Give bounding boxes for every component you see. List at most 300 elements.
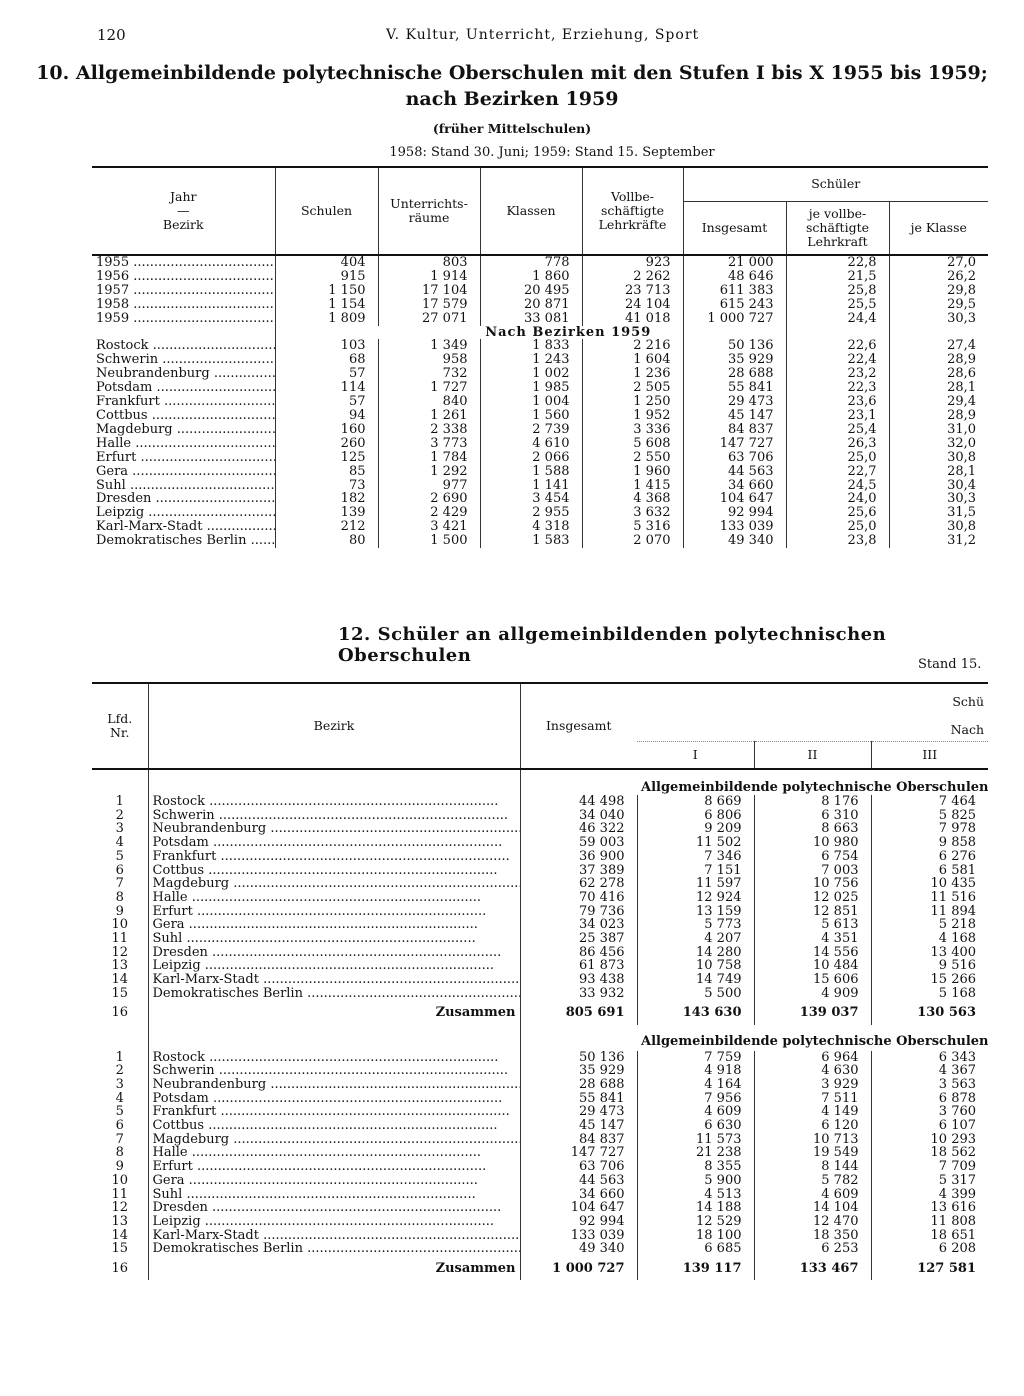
table-cell: 6 107: [871, 1119, 988, 1133]
table-cell: Halle .....: [148, 891, 520, 905]
table-cell: 6 964: [754, 1051, 871, 1065]
table-cell: 4 207: [637, 932, 754, 946]
district-cell: 23,6: [786, 395, 889, 409]
table-cell: 28 688: [520, 1078, 637, 1092]
district-cell: 94: [275, 409, 378, 423]
district-cell: 85: [275, 465, 378, 479]
table-row: [92, 1064, 988, 1078]
table-cell: Rostock .....: [148, 795, 520, 809]
table-cell: 3 760: [871, 1105, 988, 1119]
district-cell: 57: [275, 395, 378, 409]
year-cell: 23 713: [582, 284, 683, 298]
table-cell: 13 159: [637, 905, 754, 919]
year-cell: 25,5: [786, 298, 889, 312]
table-cell: 10: [111, 918, 129, 933]
district-row: [92, 381, 988, 395]
district-cell: 49 340: [683, 534, 786, 548]
district-cell: Erfurt .....: [92, 451, 275, 465]
table-cell: 14: [111, 1228, 129, 1243]
district-cell: 31,5: [889, 506, 988, 520]
district-cell: 1 236: [582, 367, 683, 381]
district-cell: 2 955: [480, 506, 582, 520]
district-cell: Potsdam .....: [92, 381, 275, 395]
table-cell: Gera .....: [148, 1174, 520, 1188]
table-row: [92, 1133, 988, 1147]
header-lehrkraefte: Vollbe-schäftigte Lehrkräfte: [582, 167, 683, 255]
district-cell: Leipzig .....: [92, 506, 275, 520]
year-cell: 24 104: [582, 298, 683, 312]
total-row: [92, 1001, 988, 1025]
table-cell: 34 040: [520, 809, 637, 823]
district-cell: 1 004: [480, 395, 582, 409]
table-cell: Leipzig .....: [148, 959, 520, 973]
table-cell: 6 120: [754, 1119, 871, 1133]
table-row: [92, 1174, 988, 1188]
table-cell: 12 529: [637, 1215, 754, 1229]
table-cell: 11 894: [871, 905, 988, 919]
year-cell: 17 104: [378, 284, 480, 298]
table-cell: 6 878: [871, 1092, 988, 1106]
year-cell: 1958 .....: [92, 298, 275, 312]
header-bezirk: Bezirk: [148, 683, 520, 769]
year-cell: 22,8: [786, 255, 889, 270]
table-row: [92, 905, 988, 919]
table-cell: 7 511: [754, 1092, 871, 1106]
table-cell: Magdeburg .....: [148, 877, 520, 891]
table-cell: 6: [115, 863, 124, 878]
table12: [92, 682, 988, 1280]
section-spacer: [275, 326, 378, 340]
table-cell: 7: [115, 877, 124, 891]
table-row: [92, 987, 988, 1001]
table-cell: 9 858: [871, 836, 988, 850]
table-cell: 14 188: [637, 1201, 754, 1215]
district-row: [92, 423, 988, 437]
district-cell: 1 960: [582, 465, 683, 479]
district-cell: 977: [378, 479, 480, 493]
table-cell: 4 630: [754, 1064, 871, 1078]
year-cell: 21,5: [786, 270, 889, 284]
year-row: [92, 270, 988, 284]
table-cell: 46 322: [520, 822, 637, 836]
table-cell: 6 581: [871, 864, 988, 878]
district-cell: 84 837: [683, 423, 786, 437]
header-lfd: Lfd.: [107, 711, 133, 726]
district-cell: 30,8: [889, 451, 988, 465]
table-cell: 5 218: [871, 918, 988, 932]
district-cell: 1 415: [582, 479, 683, 493]
header-nr: Nr.: [109, 725, 130, 740]
header-bezirk: Bezirk: [162, 217, 204, 232]
table-cell: 13 400: [871, 946, 988, 960]
table-cell: 86 456: [520, 946, 637, 960]
table-cell: 6 343: [871, 1051, 988, 1065]
year-cell: 2 262: [582, 270, 683, 284]
table-cell: 70 416: [520, 891, 637, 905]
header-klassen: Klassen: [480, 167, 582, 255]
table-cell: 13: [111, 1214, 129, 1229]
table-row: [92, 836, 988, 850]
district-cell: 1 784: [378, 451, 480, 465]
table-cell: 4 168: [871, 932, 988, 946]
district-cell: 28,9: [889, 353, 988, 367]
district-cell: 3 454: [480, 492, 582, 506]
district-cell: 2 216: [582, 339, 683, 353]
table-cell: 11: [111, 932, 129, 946]
table-cell: 5: [115, 1105, 124, 1120]
district-cell: 25,0: [786, 520, 889, 534]
table-cell: 5 782: [754, 1174, 871, 1188]
table-row: [92, 946, 988, 960]
table-cell: 34 023: [520, 918, 637, 932]
table-cell: 6 276: [871, 850, 988, 864]
table-row: [92, 795, 988, 809]
table-cell: 9: [115, 1160, 124, 1174]
table-cell: 10: [111, 1173, 129, 1188]
table-cell: Schwerin .....: [148, 809, 520, 823]
table-cell: Erfurt .....: [148, 905, 520, 919]
district-cell: 57: [275, 367, 378, 381]
district-cell: 1 583: [480, 534, 582, 548]
table-row: [92, 918, 988, 932]
district-cell: 2 505: [582, 381, 683, 395]
section-spacer: [786, 326, 889, 340]
year-cell: 48 646: [683, 270, 786, 284]
district-row: [92, 520, 988, 534]
district-cell: 4 610: [480, 437, 582, 451]
table-cell: 7: [115, 1132, 124, 1147]
header-stufe-i: I: [637, 741, 754, 769]
table-cell: 33 932: [520, 987, 637, 1001]
district-cell: 1 952: [582, 409, 683, 423]
table-row: [92, 1146, 988, 1160]
district-cell: 30,3: [889, 492, 988, 506]
table-cell: 12: [111, 1201, 129, 1215]
table-cell: 49 340: [520, 1242, 637, 1256]
district-cell: 4 368: [582, 492, 683, 506]
table-cell: 8 144: [754, 1160, 871, 1174]
district-cell: 3 773: [378, 437, 480, 451]
header-schueler-group: Schüler: [683, 167, 988, 201]
table-row: [92, 1229, 988, 1243]
year-cell: 1959 .....: [92, 312, 275, 326]
total-cell: 16: [111, 1260, 129, 1276]
table-cell: 36 900: [520, 850, 637, 864]
header-schue: Schü: [637, 683, 988, 719]
year-cell: 30,3: [889, 312, 988, 326]
header-jahr: Jahr: [170, 189, 197, 204]
district-cell: Karl-Marx-Stadt .....: [92, 520, 275, 534]
district-cell: 50 136: [683, 339, 786, 353]
year-cell: 1956 .....: [92, 270, 275, 284]
table-cell: 10 980: [754, 836, 871, 850]
year-cell: 21 000: [683, 255, 786, 270]
table-cell: 63 706: [520, 1160, 637, 1174]
year-cell: 25,8: [786, 284, 889, 298]
district-row: [92, 395, 988, 409]
district-cell: 2 690: [378, 492, 480, 506]
table-cell: 10 484: [754, 959, 871, 973]
header-je-lehrkraft: je vollbe-schäftigte Lehrkraft: [786, 201, 889, 255]
year-cell: 17 579: [378, 298, 480, 312]
district-cell: 2 338: [378, 423, 480, 437]
table-cell: 18 562: [871, 1146, 988, 1160]
table-cell: 4 909: [754, 987, 871, 1001]
table-cell: 93 438: [520, 973, 637, 987]
table-cell: 10 293: [871, 1133, 988, 1147]
table-cell: Neubrandenburg .....: [148, 1078, 520, 1092]
table-cell: 61 873: [520, 959, 637, 973]
district-cell: 732: [378, 367, 480, 381]
district-cell: 29 473: [683, 395, 786, 409]
total-cell: Zusammen: [148, 1001, 520, 1025]
year-cell: 1 150: [275, 284, 378, 298]
district-cell: 80: [275, 534, 378, 548]
table-cell: Suhl .....: [148, 1188, 520, 1202]
table-cell: 9 209: [637, 822, 754, 836]
district-cell: 29,4: [889, 395, 988, 409]
table-cell: 8 669: [637, 795, 754, 809]
table-cell: 1: [115, 795, 124, 809]
year-cell: 778: [480, 255, 582, 270]
district-cell: 31,2: [889, 534, 988, 548]
table-cell: 25 387: [520, 932, 637, 946]
table-cell: 14 749: [637, 973, 754, 987]
table-row: [92, 1105, 988, 1119]
table-cell: 5 773: [637, 918, 754, 932]
year-row: [92, 255, 988, 270]
header-unterrichtsraeume: Unterrichts-räume: [378, 167, 480, 255]
table12-stand: Stand 15.: [918, 657, 982, 672]
table-cell: 6 208: [871, 1242, 988, 1256]
total-cell: 143 630: [637, 1001, 754, 1025]
district-cell: Suhl .....: [92, 479, 275, 493]
table-cell: Cottbus .....: [148, 1119, 520, 1133]
table-cell: 15 606: [754, 973, 871, 987]
district-cell: 1 002: [480, 367, 582, 381]
table-cell: Demokratisches Berlin .....: [148, 1242, 520, 1256]
table-cell: 7 978: [871, 822, 988, 836]
table-cell: 21 238: [637, 1146, 754, 1160]
district-cell: 22,7: [786, 465, 889, 479]
table-cell: 19 549: [754, 1146, 871, 1160]
table-cell: Rostock .....: [148, 1051, 520, 1065]
table-cell: 5: [115, 849, 124, 864]
table-cell: 5 168: [871, 987, 988, 1001]
table10-header-jahr-bezirk: [92, 167, 275, 255]
table-row: [92, 864, 988, 878]
district-cell: 25,4: [786, 423, 889, 437]
total-row: [92, 1256, 988, 1280]
table-cell: Halle .....: [148, 1146, 520, 1160]
header-stufe-iii: III: [871, 741, 988, 769]
district-cell: 5 316: [582, 520, 683, 534]
district-cell: 23,1: [786, 409, 889, 423]
table-row: [92, 1160, 988, 1174]
section-spacer: [148, 769, 520, 795]
district-cell: 31,0: [889, 423, 988, 437]
total-cell: 805 691: [520, 1001, 637, 1025]
table-cell: 12 025: [754, 891, 871, 905]
header-je-klasse: je Klasse: [889, 201, 988, 255]
table-cell: Frankfurt .....: [148, 1105, 520, 1119]
table-cell: Magdeburg .....: [148, 1133, 520, 1147]
table-cell: 5 613: [754, 918, 871, 932]
year-cell: 803: [378, 255, 480, 270]
district-cell: 27,4: [889, 339, 988, 353]
district-row: [92, 409, 988, 423]
district-cell: 30,4: [889, 479, 988, 493]
district-row: [92, 353, 988, 367]
year-cell: 1 860: [480, 270, 582, 284]
district-cell: 1 560: [480, 409, 582, 423]
district-cell: 92 994: [683, 506, 786, 520]
table-row: [92, 822, 988, 836]
year-row: [92, 284, 988, 298]
table-cell: 8 663: [754, 822, 871, 836]
district-cell: 958: [378, 353, 480, 367]
district-cell: Demokratisches Berlin .....: [92, 534, 275, 548]
table-cell: 12 470: [754, 1215, 871, 1229]
district-cell: 1 261: [378, 409, 480, 423]
table-cell: 13: [111, 959, 129, 974]
district-cell: 1 141: [480, 479, 582, 493]
table-cell: Erfurt .....: [148, 1160, 520, 1174]
total-cell: 139 037: [754, 1001, 871, 1025]
table-cell: 4 164: [637, 1078, 754, 1092]
page-number: 120: [97, 26, 126, 44]
table-row: [92, 1201, 988, 1215]
district-cell: 44 563: [683, 465, 786, 479]
table-cell: 4 149: [754, 1105, 871, 1119]
year-cell: 1 154: [275, 298, 378, 312]
table-cell: 18 651: [871, 1229, 988, 1243]
total-cell: 139 117: [637, 1256, 754, 1280]
table-cell: 4 399: [871, 1188, 988, 1202]
table-cell: 7 709: [871, 1160, 988, 1174]
district-cell: 28 688: [683, 367, 786, 381]
table-cell: Dresden .....: [148, 946, 520, 960]
table-cell: 12 924: [637, 891, 754, 905]
year-cell: 27,0: [889, 255, 988, 270]
table-row: [92, 973, 988, 987]
district-cell: Neubrandenburg .....: [92, 367, 275, 381]
district-cell: 125: [275, 451, 378, 465]
year-cell: 20 871: [480, 298, 582, 312]
section-spacer: [92, 326, 275, 340]
district-cell: 1 833: [480, 339, 582, 353]
year-cell: 923: [582, 255, 683, 270]
table-cell: Cottbus .....: [148, 864, 520, 878]
district-cell: 4 318: [480, 520, 582, 534]
header-schueler-insgesamt: Insgesamt: [683, 201, 786, 255]
district-cell: 23,8: [786, 534, 889, 548]
table-row: [92, 1092, 988, 1106]
year-cell: 33 081: [480, 312, 582, 326]
district-row: [92, 437, 988, 451]
table-cell: 5 317: [871, 1174, 988, 1188]
table-cell: 14 280: [637, 946, 754, 960]
district-cell: 25,0: [786, 451, 889, 465]
district-cell: 2 739: [480, 423, 582, 437]
table-row: [92, 891, 988, 905]
table-cell: 45 147: [520, 1119, 637, 1133]
district-cell: 3 336: [582, 423, 683, 437]
table-cell: Karl-Marx-Stadt .....: [148, 973, 520, 987]
table10-stand: 1958: Stand 30. Juni; 1959: Stand 15. September: [389, 145, 715, 160]
year-cell: 20 495: [480, 284, 582, 298]
district-cell: 2 070: [582, 534, 683, 548]
header-nach: Nach: [950, 722, 985, 738]
year-cell: 29,8: [889, 284, 988, 298]
district-cell: Frankfurt .....: [92, 395, 275, 409]
table-cell: 44 563: [520, 1174, 637, 1188]
table-cell: 11 502: [637, 836, 754, 850]
district-cell: 1 985: [480, 381, 582, 395]
section-spacer: [683, 326, 786, 340]
district-cell: 28,9: [889, 409, 988, 423]
district-cell: 840: [378, 395, 480, 409]
year-cell: 1 000 727: [683, 312, 786, 326]
table-row: [92, 1078, 988, 1092]
section-spacer: [889, 326, 988, 340]
table10-title-line2: nach Bezirken 1959: [405, 88, 619, 110]
district-cell: 22,6: [786, 339, 889, 353]
table-cell: 6 806: [637, 809, 754, 823]
table-cell: 9 516: [871, 959, 988, 973]
district-cell: 114: [275, 381, 378, 395]
district-cell: 28,1: [889, 381, 988, 395]
table-cell: 7 151: [637, 864, 754, 878]
table-cell: 92 994: [520, 1215, 637, 1229]
table-cell: 7 003: [754, 864, 871, 878]
table-row: [92, 1242, 988, 1256]
district-cell: 34 660: [683, 479, 786, 493]
district-cell: 147 727: [683, 437, 786, 451]
table-cell: 11 808: [871, 1215, 988, 1229]
total-cell: 127 581: [871, 1256, 988, 1280]
table-cell: 50 136: [520, 1051, 637, 1065]
running-head: V. Kultur, Unterricht, Erziehung, Sport: [386, 27, 700, 43]
section-spacer: [148, 1025, 520, 1051]
district-cell: 103: [275, 339, 378, 353]
table-cell: 62 278: [520, 877, 637, 891]
district-cell: 1 292: [378, 465, 480, 479]
table-cell: 12 851: [754, 905, 871, 919]
table-cell: 104 647: [520, 1201, 637, 1215]
table-row: [92, 877, 988, 891]
district-cell: 23,2: [786, 367, 889, 381]
year-cell: 611 383: [683, 284, 786, 298]
district-cell: 68: [275, 353, 378, 367]
table-cell: Leipzig .....: [148, 1215, 520, 1229]
table-cell: 3: [115, 1077, 124, 1092]
table-cell: 4 513: [637, 1188, 754, 1202]
table-cell: 1: [115, 1050, 124, 1065]
table12-section2-label: Allgemeinbildende polytechnische Oberschulen: [641, 1033, 989, 1049]
total-cell: 133 467: [754, 1256, 871, 1280]
table10: [92, 166, 988, 548]
district-cell: Dresden .....: [92, 492, 275, 506]
year-cell: 915: [275, 270, 378, 284]
table-cell: Demokratisches Berlin .....: [148, 987, 520, 1001]
district-cell: 28,6: [889, 367, 988, 381]
district-cell: 1 349: [378, 339, 480, 353]
table-cell: 8 355: [637, 1160, 754, 1174]
district-cell: 2 066: [480, 451, 582, 465]
section-spacer: [520, 1025, 637, 1051]
total-cell: 130 563: [871, 1001, 988, 1025]
